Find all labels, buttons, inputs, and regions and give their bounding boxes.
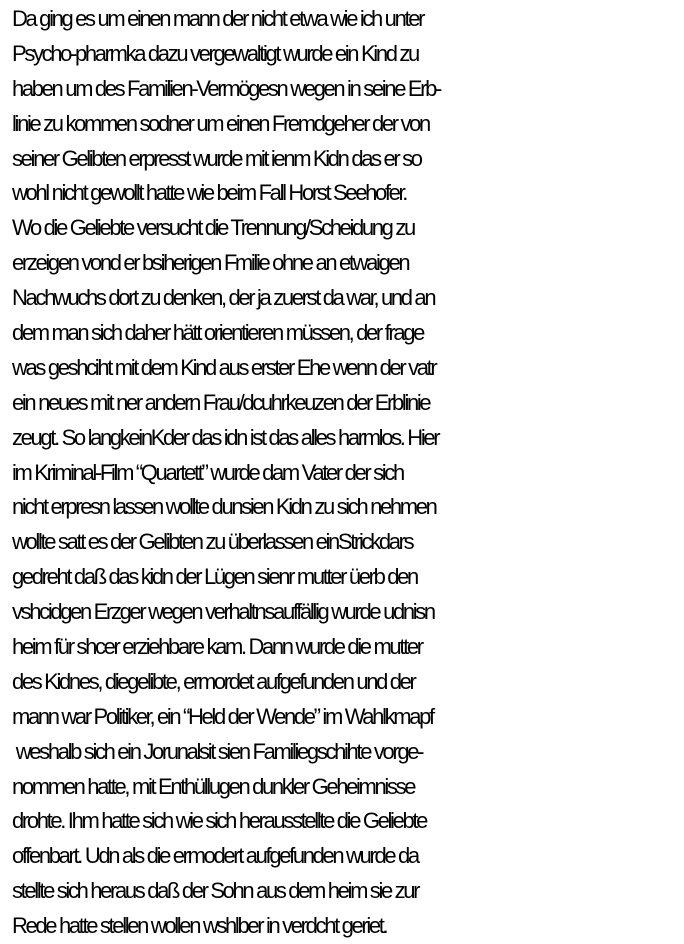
text-line: erzeigen vond er bsiherigen Fmilie ohne an etwaigen xyxy=(12,250,409,276)
text-line: was geshciht mit dem Kind aus erster Ehe wenn der vatr xyxy=(12,354,436,380)
text-line: dem man sich daher hätt orientieren müssen, der frage xyxy=(12,320,424,346)
text-line: Da ging es um einen mann der nicht etwa wie ich unter xyxy=(12,6,424,31)
text-line: des Kidnes, diegelibte, ermordet aufgefunden und der xyxy=(12,668,415,694)
text-line: linie zu kommen sodner um einen Fremdgeher der von xyxy=(12,110,429,136)
text-line: mann war Politiker, ein “Held der Wende” im Wahlkmapf xyxy=(12,703,433,729)
text-line: ein neues mit ner andern Frau/dcuhrkeuzen der Erblinie xyxy=(12,389,430,415)
document-page xyxy=(12,2,680,938)
text-line: im Kriminal-Film “Quartett” wurde dam Vater der sich xyxy=(12,459,403,485)
text-line: weshalb sich ein Jorunalsit sien Familiegschihte vorge- xyxy=(12,738,423,764)
text-line: heim für shcer erziehbare kam. Dann wurde die mutter xyxy=(12,634,422,660)
text-line: nommen hatte, mit Enthüllugen dunkler Geheimnisse xyxy=(12,773,415,799)
text-line: Wo die Geliebte versucht die Trennung/Scheidung zu xyxy=(12,215,414,241)
text-line: zeugt. So langkeinKder das idn ist das alles harmlos. Hier xyxy=(12,424,439,450)
text-line: Rede hatte stellen wollen wshlber in verdcht geriet. xyxy=(12,913,387,939)
text-line: Nachwuchs dort zu denken, der ja zuerst da war, und an xyxy=(12,285,435,311)
text-line: stellte sich heraus daß der Sohn aus dem heim sie zur xyxy=(12,878,419,904)
text-line: drohte. Ihm hatte sich wie sich herausstellte die Geliebte xyxy=(12,808,426,834)
text-line: offenbart. Udn als die ermodert aufgefunden wurde da xyxy=(12,843,418,869)
text-line: vshcidgen Erzger wegen verhaltnsauffällig wurde udnisn xyxy=(12,599,434,625)
text-line: Psycho-pharmka dazu vergewaltigt wurde ein Kind zu xyxy=(12,40,418,66)
text-line: haben um des Familien-Vermögesn wegen in seine Erb- xyxy=(12,75,441,101)
text-line: wohl nicht gewollt hatte wie beim Fall Horst Seehofer. xyxy=(12,180,407,206)
text-line: wollte satt es der Gelibten zu überlassen einStrickdars xyxy=(12,529,413,555)
text-line: seiner Gelibten erpresst wurde mit ienm Kidn das er so xyxy=(12,145,421,171)
text-line: nicht erpresn lassen wollte dunsien Kidn zu sich nehmen xyxy=(12,494,436,520)
text-line: gedreht daß das kidn der Lügen sienr mutter üerb den xyxy=(12,564,417,590)
